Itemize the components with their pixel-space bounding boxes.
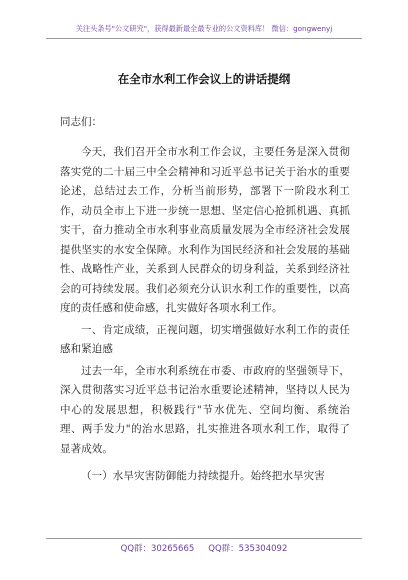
footer-qq-group-1: QQ群：30265665 bbox=[120, 544, 195, 554]
intro-paragraph: 今天，我们召开全市水利工作会议，主要任务是深入贯彻落实党的二十届三中全会精神和习近平总书记关于治水的重要论述，总结过去工作，分析当前形势，部署下一阶段水利工作，动员全市上下进一步统一思想、坚定信心抢抓机遇、真抓实干，奋力推动全市水利事业高质量发展为全市经济社会发展提供坚实的水安全保障。水利作为国民经济和社会发展的基础性、战略性产业，关系到人民群众的切身利益，关系到经济社会的可持续发展。我们必须充分认识水利工作的重要性，以高度的责任感和使命感，扎实做好各项水利工作。 bbox=[60, 146, 350, 314]
header-divider bbox=[46, 38, 362, 39]
greeting: 同志们： bbox=[60, 116, 102, 128]
subsection-heading-1: （一）水旱灾害防御能力持续提升。始终把水旱灾害 bbox=[81, 470, 325, 482]
footer-divider bbox=[46, 538, 362, 539]
header-promo-text: 关注头条号"公文研究"，获得最新最全最专业的公文资料库！ 微信：gongwenyj bbox=[75, 24, 333, 33]
document-title: 在全市水利工作会议上的讲话提纲 bbox=[117, 72, 291, 86]
document-body bbox=[60, 112, 350, 487]
footer-contact bbox=[0, 542, 408, 554]
body-paragraph: 过去一年，全市水利系统在市委、市政府的坚强领导下，深入贯彻落实习近平总书记治水重要论述精神，坚持以人民为中心的发展思想，积极践行"节水优先、空间均衡、系统治理、两手发力"的治水思路，扎实推进各项水利工作，取得了显著成效。 bbox=[60, 364, 350, 455]
footer-qq-group-2: QQ群：535304092 bbox=[208, 544, 288, 554]
section-heading-1: 一、肯定成绩，正视问题，切实增强做好水利工作的责任感和紧迫感 bbox=[60, 323, 350, 355]
